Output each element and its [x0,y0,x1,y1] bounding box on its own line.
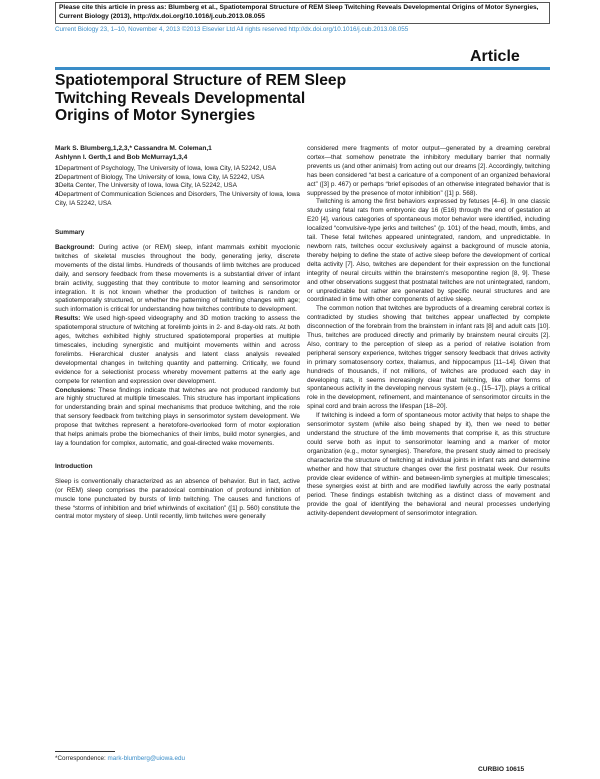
affiliations [55,165,300,210]
journal-info[interactable]: Current Biology 23, 1–10, November 4, 2013 ©2013 Elsevier Ltd All rights reserved http://dx.doi.org/10.1016/j.cub.2013.08.055 [55,26,409,33]
body-paragraph: If twitching is indeed a form of spontaneous motor activity that helps to shape the sensorimotor system (while also being shaped by it), then we need to better understand the structure of the limb movements that comprise it, as this structure could serve both as input to sensorimotor learning and a marker of motor organization (e.g., motor synergies). Therefore, the present study aimed to precisely characterize the structure of twitching at individual joints in infant rats and determine whether and how that structure changes over the first postnatal week. Our results provide clear evidence of within- and between-limb synergies at multiple timescales; these synergies exist at birth and are modified lawfully across the early postnatal period. These findings establish twitching as a distinct class of movement and provide the goal of identifying the behavioral and neural processes underlying activity-dependent development of sensorimotor integration. [307,412,550,518]
correspondence-note: *Correspondence: mark-blumberg@uiowa.edu [55,755,185,762]
header-rule [55,67,550,70]
body-paragraph: considered mere fragments of motor output—generated by a dreaming cerebral cortex—that somehow penetrate the inhibitory medullary barrier that normally prevents us (and other animals) from acting out our dreams [2]. Accordingly, twitching has been considered “at best a caricature of a component of an organized behavioral act” ([3] p. 467) or perhaps “brief episodes of an otherwise integrated behavior that is suppressed by the presence of motor inhibition” ([1] p. 568). [307,145,550,197]
summary-heading: Summary [55,229,85,237]
introduction-paragraph: Sleep is conventionally characterized as an absence of behavior. But in fact, active (or REM) sleep comprises the paradoxical combination of profound inhibition of muscle tone punctuated by bursts of limb twitching. The causes and functions of these “storms of inhibition and brief whirlwinds of excitation” ([1] p. 560) constitute the central motor mystery of sleep. Until recently, limb twitches were generally [55,477,300,521]
manuscript-code: CURBIO 10615 [478,766,525,773]
introduction-heading: Introduction [55,462,93,470]
summary-conclusions: Conclusions: These findings indicate that twitches are not produced randomly but are highly structured at multiple timescales. This structure has important implications for understanding brain and spinal mechanisms that produce twitching, and the role that sensory feedback from twitching plays in sensorimotor system development. We propose that twitches represent a heretofore-overlooked form of motor exploration that helps animals probe the biomechanics of their limbs, build motor synergies, and lay a foundation for complex, automatic, and goal-directed wake movements. [55,386,300,447]
article-type-label: Article [470,48,520,65]
article-title: Spatiotemporal Structure of REM Sleep Twitching Reveals Developmental Origins of Motor Synergies [55,72,347,125]
author-line-2: Ashlynn I. Gerth,1 and Bob McMurray1,3,4 [55,153,188,161]
body-paragraph: Twitching is among the first behaviors expressed by fetuses [4–6]. In one classic study using fetal rats from embryonic day 16 (E16) through the end of gestation at E20 [4], various categories of spontaneous motor behavior were identified, including localized “convulsive-type jerks and twitches” (p. 101) of the head, mouth, limbs, and tail. These fetal twitches appeared unintegrated, random, and unpredictable. In newborn rats, twitches occur exclusively against a background of muscle atonia, thereby helping to define the state of active sleep before the development of cortical delta activity [7]. Also, twitches are dependent for their expression on the functional integrity of neural circuits within the brainstem’s mesopontine region [8, 9]. These and other observations suggest that postnatal twitches are not unintegrated, random, or unpredictable but rather are generated by specific neural structures and are coordinated in time with other components of active sleep. [307,198,550,304]
correspondence-email[interactable]: mark-blumberg@uiowa.edu [107,755,185,762]
left-column [55,145,300,522]
body-paragraph: The common notion that twitches are byproducts of a dreaming cerebral cortex is contradicted by studies showing that twitches appear unaffected by complete disconnection of the forebrain from the brainstem in infant rats [8] and adult cats [10]. Thus, twitches are produced directly and primarily by brainstem neural circuits [2]. Also, contrary to the perception of sleep as a period of relative isolation from peripheral sensory experience, twitches trigger sensory feedback that drives activity in primary somatosensory cortex, thalamus, and hippocampus [11–14]. Given that hundreds of thousands, if not millions, of twitches are produced each day in developing rats, it seems increasingly clear that twitching, like other forms of spontaneous activity in the developing nervous system (e.g., [15–17]), plays a critical role in the development, refinement, and maintenance of sensorimotor circuits in the spinal cord and brain across the lifespan [18–20]. [307,305,550,411]
author-line-1: Mark S. Blumberg,1,2,3,* Cassandra M. Coleman,1 [55,145,212,152]
affiliation-item: 3Delta Center, The University of Iowa, Iowa City, IA 52242, USA [55,182,237,190]
summary-results: Results: We used high-speed videography and 3D motion tracking to assess the spatiotemporal structure of twitching at forelimb joints in 2- and 8-day-old rats. At both ages, twitches exhibited highly structured spatiotemporal properties at multiple timescales, including synergistic and multijoint movements within and across forelimbs. Hierarchical cluster analysis and latent class analysis revealed developmental changes in twitching quantity and patterning. Critically, we found evidence for a selectionist process whereby movement patterns at the early age compete for retention and expression over development. [55,315,300,385]
affiliation-item: 1Department of Psychology, The University of Iowa, Iowa City, IA 52242, USA [55,164,277,172]
summary-background: Background: During active (or REM) sleep, infant mammals exhibit myoclonic twitches of skeletal muscles throughout the body, generating jerky, discrete movements of the distal limbs. Hundreds of thousands of limb twitches are produced daily, and sensory feedback from these movements is a substantial driver of infant brain activity, suggesting that they contribute to motor learning and sensorimotor integration. It is not known whether the production of twitches is random or spatiotemporally structured, or whether the patterning of twitching changes with age; such information is critical for understanding how twitches contribute to development. [55,244,300,314]
affiliation-item: 4Department of Communication Sciences and Disorders, The University of Iowa, Iowa City, IA 52242, USA [55,191,300,208]
affiliation-item: 2Department of Biology, The University of Iowa, Iowa City, IA 52242, USA [55,173,265,181]
footnote-rule [55,751,115,752]
right-column [307,145,550,519]
author-list [55,145,300,163]
citation-notice: Please cite this article in press as: Blumberg et al., Spatiotemporal Structure of REM Sleep Twitching Reveals Developmental Origins of Motor Synergies, Current Biology (2013), http://dx.doi.org/10.1016/j.cub.2013.08.055 [55,2,550,24]
